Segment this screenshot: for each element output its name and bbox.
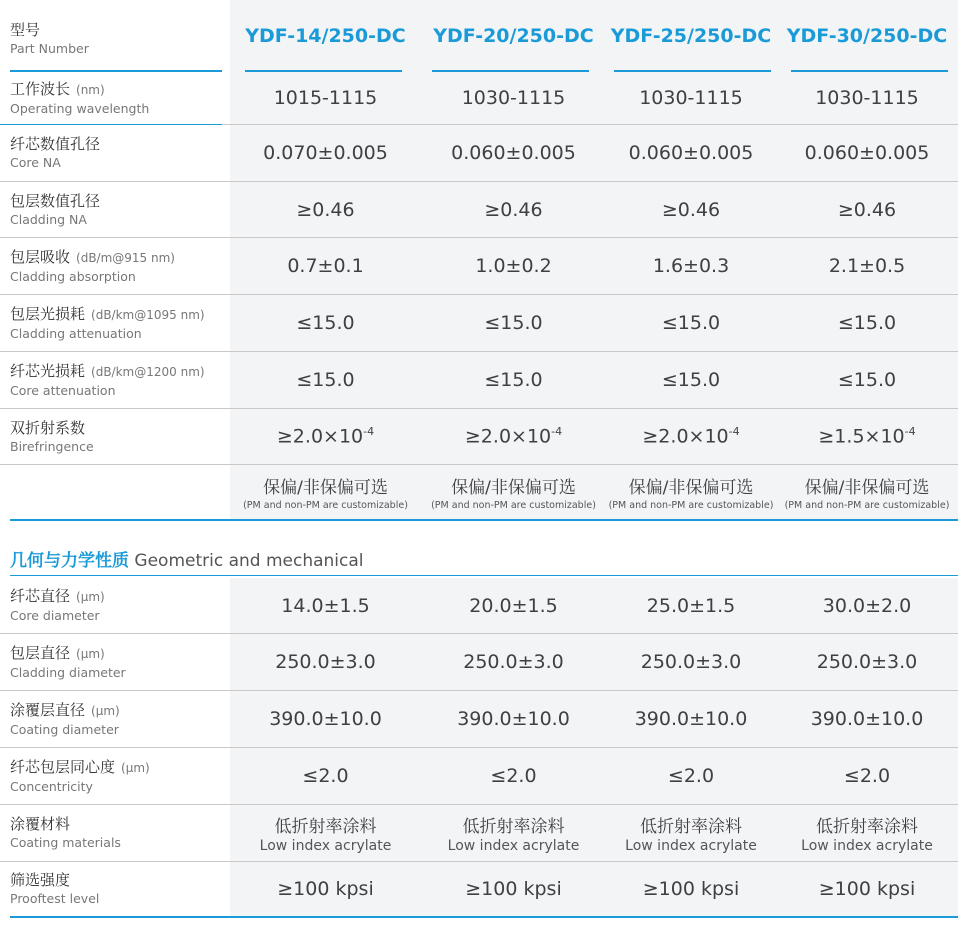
value-text: ≥2.0×10 — [642, 425, 729, 448]
part-number-cells — [230, 0, 958, 72]
value-text: 保偏/非保偏可选 — [628, 478, 754, 498]
value-text: 低折射率涂料 — [816, 817, 918, 837]
value-cell: 0.060±0.005 — [451, 142, 576, 164]
row-cells — [230, 72, 958, 124]
value-cell: 390.0±10.0 — [269, 708, 382, 730]
value-text: ≥1.5×10 — [818, 425, 905, 448]
label-unit: (dB/km@1200 nm) — [91, 364, 205, 379]
value-text: 保偏/非保偏可选 — [263, 478, 388, 498]
part-number-1: YDF-14/250-DC — [245, 25, 406, 47]
spec-row-coating-materials — [0, 805, 958, 861]
value-cell — [230, 465, 421, 519]
row-cells — [230, 125, 958, 181]
part-number-label — [0, 0, 230, 72]
spec-row-wavelength — [0, 72, 958, 124]
spec-row-core-attenuation — [0, 352, 958, 408]
label-en: Cladding NA — [10, 211, 87, 227]
value-cell: ≤2.0 — [667, 765, 715, 787]
label-zh: 包层直径 — [10, 643, 71, 662]
value-cell — [421, 465, 606, 519]
value-cell: 1.0±0.2 — [475, 255, 552, 277]
label-en: Core diameter — [10, 608, 100, 623]
value-text: 低折射率涂料 — [462, 817, 565, 837]
spec-row-cladding-na — [0, 182, 958, 237]
spec-row-cladding-absorption — [0, 238, 958, 294]
row-cells — [230, 295, 958, 351]
value-note: (PM and non-PM are customizable) — [431, 500, 596, 511]
label-zh: 纤芯光损耗 — [10, 361, 86, 380]
label-en: Core attenuation — [10, 382, 116, 398]
value-cell: ≤15.0 — [296, 312, 355, 334]
value-cell: 390.0±10.0 — [810, 708, 924, 730]
row-label — [0, 748, 230, 804]
value-cell: 1030-1115 — [639, 87, 743, 109]
label-zh: 筛选强度 — [10, 871, 71, 889]
row-cells — [230, 862, 958, 916]
label-zh: 纤芯包层同心度 — [10, 757, 116, 776]
value-text: 低折射率涂料 — [640, 817, 742, 837]
label-en: Part Number — [10, 41, 89, 56]
row-cells — [230, 634, 958, 690]
part-number-row — [0, 0, 958, 72]
part-number-2: YDF-20/250-DC — [433, 25, 594, 47]
section-title-en: Geometric and mechanical — [134, 551, 364, 571]
label-en: Coating diameter — [10, 721, 119, 737]
row-cells — [230, 805, 958, 861]
row-label — [0, 634, 230, 690]
value-cell — [421, 409, 606, 464]
value-cell: 390.0±10.0 — [457, 708, 570, 730]
label-unit: (μm) — [91, 703, 120, 718]
spec-row-cladding-diameter — [0, 634, 958, 690]
value-note: (PM and non-PM are customizable) — [784, 500, 950, 511]
label-en: Birefringence — [10, 438, 94, 454]
row-label — [0, 125, 230, 181]
exponent: -4 — [904, 425, 916, 439]
value-cell — [230, 805, 421, 861]
value-cell — [776, 465, 958, 519]
label-unit: (μm) — [76, 590, 105, 604]
value-cell: ≥0.46 — [484, 198, 543, 221]
value-cell: 250.0±3.0 — [640, 651, 742, 673]
value-text: 保偏/非保偏可选 — [451, 478, 576, 498]
value-cell: ≤15.0 — [661, 312, 721, 334]
value-note: (PM and non-PM are customizable) — [243, 500, 408, 511]
value-cell: 0.060±0.005 — [628, 142, 754, 164]
value-cell: ≤2.0 — [490, 765, 537, 787]
spec-row-core-na — [0, 125, 958, 181]
label-zh: 工作波长 — [10, 79, 71, 98]
row-label — [0, 862, 230, 916]
value-cell: 0.070±0.005 — [263, 142, 388, 164]
value-cell: 250.0±3.0 — [463, 651, 564, 673]
row-cells — [230, 352, 958, 408]
label-zh: 纤芯直径 — [10, 587, 71, 605]
value-cell: ≥100 kpsi — [277, 878, 374, 900]
value-cell: ≤15.0 — [484, 312, 543, 334]
section-divider — [10, 519, 958, 521]
value-cell: ≤15.0 — [661, 369, 721, 391]
value-cell — [606, 465, 776, 519]
value-sub: Low index acrylate — [625, 838, 757, 854]
value-cell: 20.0±1.5 — [469, 594, 558, 617]
value-cell — [421, 805, 606, 861]
value-cell: 1030-1115 — [461, 87, 566, 109]
value-sub: Low index acrylate — [259, 838, 392, 854]
exponent: -4 — [728, 425, 740, 439]
row-cells — [230, 578, 958, 633]
part-number-4: YDF-30/250-DC — [786, 25, 948, 47]
row-label — [0, 691, 230, 747]
row-label — [0, 578, 230, 633]
row-label — [0, 295, 230, 351]
value-cell: ≤2.0 — [302, 765, 349, 787]
spec-row-prooftest — [0, 862, 958, 916]
spec-row-coating-diameter — [0, 691, 958, 747]
value-cell: ≤15.0 — [296, 369, 355, 391]
label-en: Coating materials — [10, 835, 121, 850]
value-cell: ≥100 kpsi — [465, 878, 562, 900]
section-divider — [10, 575, 958, 576]
spec-row-cladding-attenuation — [0, 295, 958, 351]
section-title-zh: 几何与力学性质 — [10, 551, 129, 571]
value-text: 低折射率涂料 — [274, 817, 377, 837]
row-cells — [230, 182, 958, 237]
value-cell: ≤2.0 — [843, 765, 891, 787]
section-title — [10, 546, 364, 571]
label-zh: 双折射系数 — [10, 418, 86, 437]
value-cell: ≥0.46 — [837, 198, 897, 221]
value-cell: 1.6±0.3 — [652, 255, 730, 277]
exponent: -4 — [551, 425, 563, 439]
spec-row-pm-option — [0, 465, 958, 519]
part-number-3: YDF-25/250-DC — [610, 25, 772, 47]
label-unit: (μm) — [121, 760, 150, 775]
value-cell: ≥100 kpsi — [818, 878, 916, 900]
label-unit: (μm) — [76, 646, 105, 661]
value-cell: ≤15.0 — [484, 369, 543, 391]
row-cells — [230, 748, 958, 804]
label-zh: 包层吸收 — [10, 247, 71, 266]
spec-row-core-diameter — [0, 578, 958, 633]
row-cells — [230, 238, 958, 294]
row-label — [0, 465, 230, 519]
label-zh: 涂覆材料 — [10, 815, 71, 833]
label-zh: 包层光损耗 — [10, 304, 86, 323]
label-zh: 纤芯数值孔径 — [10, 135, 101, 153]
label-zh: 包层数值孔径 — [10, 191, 101, 210]
row-cells — [230, 691, 958, 747]
row-cells — [230, 409, 958, 464]
label-en: Prooftest level — [10, 891, 100, 906]
value-cell: 0.7±0.1 — [287, 255, 364, 277]
value-cell: ≤15.0 — [837, 312, 897, 334]
value-sub: Low index acrylate — [447, 838, 580, 854]
value-cell: 25.0±1.5 — [646, 594, 736, 617]
row-label — [0, 238, 230, 294]
value-cell: 390.0±10.0 — [634, 708, 748, 730]
row-label — [0, 409, 230, 464]
row-label — [0, 352, 230, 408]
label-en: Core NA — [10, 155, 61, 170]
value-cell — [230, 409, 421, 464]
value-cell: 2.1±0.5 — [828, 255, 906, 277]
row-label — [0, 805, 230, 861]
value-text: 保偏/非保偏可选 — [804, 478, 930, 498]
value-cell — [606, 409, 776, 464]
row-label — [0, 72, 230, 124]
value-cell: ≤15.0 — [837, 369, 897, 391]
spec-row-concentricity — [0, 748, 958, 804]
label-en: Cladding attenuation — [10, 325, 142, 341]
label-zh: 型号 — [10, 21, 41, 39]
label-en: Cladding diameter — [10, 664, 126, 680]
value-cell — [606, 805, 776, 861]
value-sub: Low index acrylate — [801, 838, 933, 854]
value-cell — [776, 805, 958, 861]
value-text: ≥2.0×10 — [464, 425, 552, 448]
label-en: Cladding absorption — [10, 268, 136, 284]
row-cells — [230, 465, 958, 519]
spec-row-birefringence — [0, 409, 958, 464]
label-en: Concentricity — [10, 778, 93, 794]
value-cell: 250.0±3.0 — [816, 651, 918, 673]
value-cell: 1015-1115 — [273, 87, 378, 109]
value-cell: 30.0±2.0 — [822, 594, 912, 617]
value-cell: 1030-1115 — [815, 87, 919, 109]
value-cell: ≥0.46 — [661, 198, 721, 221]
value-cell: 14.0±1.5 — [281, 594, 370, 617]
label-unit: (dB/km@1095 nm) — [91, 307, 205, 322]
value-cell: ≥0.46 — [296, 198, 355, 221]
value-cell: ≥100 kpsi — [642, 878, 740, 900]
value-cell: 250.0±3.0 — [275, 651, 376, 673]
label-unit: (dB/m@915 nm) — [76, 250, 175, 265]
label-zh: 涂覆层直径 — [10, 700, 86, 719]
value-cell — [776, 409, 958, 464]
exponent: -4 — [363, 425, 375, 439]
row-label — [0, 182, 230, 237]
value-text: ≥2.0×10 — [276, 425, 364, 448]
table-bottom-border — [10, 916, 958, 918]
label-unit: (nm) — [76, 82, 105, 97]
value-cell: 0.060±0.005 — [804, 142, 930, 164]
label-en: Operating wavelength — [10, 100, 150, 116]
value-note: (PM and non-PM are customizable) — [608, 500, 774, 511]
